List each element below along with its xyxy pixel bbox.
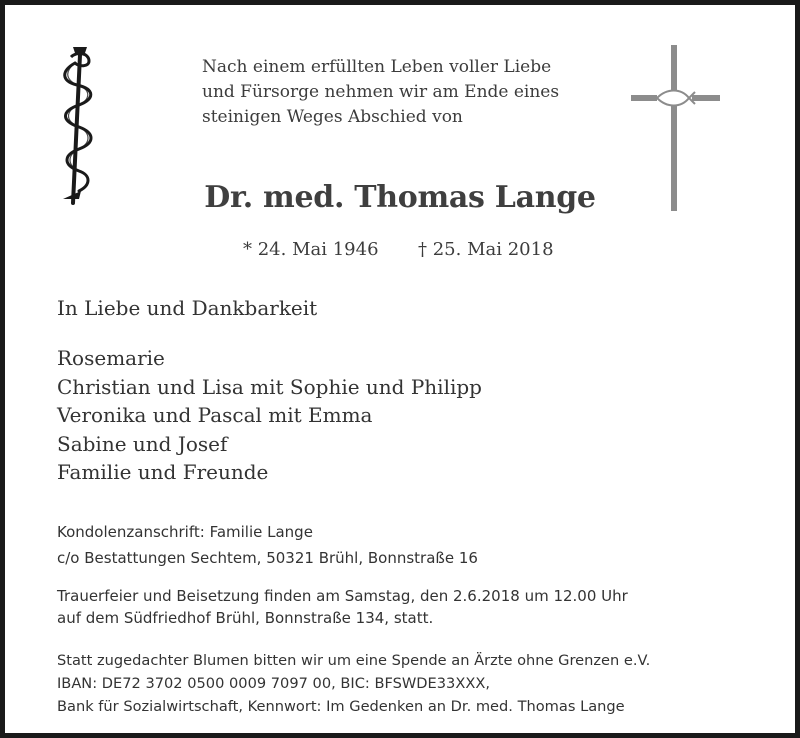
mourner-line: Veronika und Pascal mit Emma xyxy=(57,403,373,427)
birth-date: * 24. Mai 1946 xyxy=(243,239,379,260)
condolence-address xyxy=(57,519,478,571)
intro-line: Nach einem erfüllten Leben voller Liebe xyxy=(202,57,552,77)
donation-line: IBAN: DE72 3702 0500 0009 7097 00, BIC: BFSWDE33XXX, xyxy=(57,675,490,692)
condolence-line: c/o Bestattungen Sechtem, 50321 Brühl, Bonnstraße 16 xyxy=(57,549,478,567)
funeral-line: Trauerfeier und Beisetzung finden am Samstag, den 2.6.2018 um 12.00 Uhr xyxy=(57,587,628,605)
condolence-line: Kondolenzanschrift: Familie Lange xyxy=(57,523,313,541)
mourner-line: Sabine und Josef xyxy=(57,431,228,456)
donation-line: Bank für Sozialwirtschaft, Kennwort: Im Gedenken an Dr. med. Thomas Lange xyxy=(57,698,625,715)
mourner-line: Rosemarie xyxy=(57,346,165,370)
mourner-line: Familie und Freunde xyxy=(57,460,269,484)
death-date: † 25. Mai 2018 xyxy=(418,239,554,260)
donation-info xyxy=(57,649,650,718)
funeral-line: auf dem Südfriedhof Brühl, Bonnstraße 134, statt. xyxy=(57,609,434,627)
mourner-line: Christian und Lisa mit Sophie und Philipp xyxy=(57,374,482,399)
intro-line: steinigen Weges Abschied von xyxy=(202,107,463,127)
intro-text xyxy=(202,55,602,130)
donation-line: Statt zugedachter Blumen bitten wir um eine Spende an Ärzte ohne Grenzen e.V. xyxy=(57,652,651,669)
funeral-info xyxy=(57,585,628,629)
deceased-name: Dr. med. Thomas Lange xyxy=(204,180,596,215)
dankbarkeit-line: In Liebe und Dankbarkeit xyxy=(57,296,318,320)
intro-line: und Fürsorge nehmen wir am Ende eines xyxy=(202,82,560,102)
mourners-list xyxy=(57,344,482,487)
